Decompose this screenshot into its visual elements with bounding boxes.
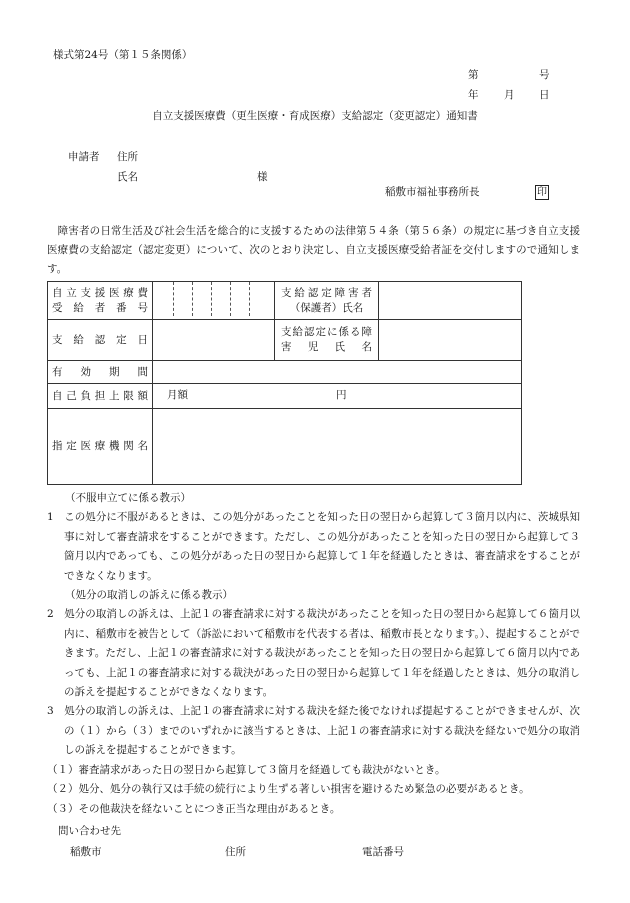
copay-limit-label: 自己負担上限額 bbox=[48, 384, 153, 409]
date-month: 月 bbox=[504, 89, 515, 101]
valid-period-value bbox=[153, 361, 522, 384]
issuer-name: 稲敷市福祉事務所長 bbox=[385, 186, 480, 198]
recipient-number-boxes bbox=[153, 282, 275, 320]
copay-monthly-label: 月額 bbox=[167, 389, 188, 401]
date-day: 日 bbox=[539, 89, 550, 101]
applicant-address-label: 住所 bbox=[117, 151, 138, 163]
instruction-item-1: 1 この処分に不服があるときは、この処分があったことを知った日の翌日から起算して３箇月以内に、茨城県知事に対して審査請求をすることができます。ただし、この処分があったことを知った日の翌日から起算して３箇月以内であっても、この処分があった日の翌日から起算して１年を経過したときは、審査請求をすることができなくなります。 bbox=[47, 511, 580, 582]
lawsuit-heading: （処分の取消しの訴えに係る教示） bbox=[65, 589, 233, 602]
applicant-honorific: 様 bbox=[257, 171, 268, 183]
applicant-label: 申請者 bbox=[68, 151, 100, 163]
contact-city: 稲敷市 bbox=[70, 846, 102, 858]
instruction-item-3: 3 処分の取消しの訴えは、上記１の審査請求に対する裁決を経た後でなければ提起することができませんが、次の（１）から（３）までのいずれかに該当するときは、上記１の審査請求に対する裁決を経ないで処分の取消しの訴えを提起することができます。 bbox=[47, 705, 580, 757]
child-name-value bbox=[379, 320, 522, 361]
institution-value bbox=[153, 409, 522, 485]
applicant-name-label: 氏名 bbox=[117, 171, 138, 183]
instruction-sub-1: （１）審査請求があった日の翌日から起算して３箇月を経過しても裁決がないとき。 bbox=[47, 763, 446, 776]
copay-yen-label: 円 bbox=[336, 389, 347, 401]
guardian-name-label: 支給認定障害者 （保護者）氏名 bbox=[275, 282, 379, 320]
decision-date-value bbox=[153, 320, 275, 361]
objection-heading: （不服申立てに係る教示） bbox=[65, 492, 191, 504]
decision-date-label: 支給認定日 bbox=[48, 320, 153, 361]
contact-address-label: 住所 bbox=[225, 846, 246, 858]
date-year: 年 bbox=[468, 89, 479, 101]
appeal-instructions bbox=[47, 489, 580, 819]
form-id: 様式第24号（第１５条関係） bbox=[53, 49, 193, 61]
number-dai: 第 bbox=[468, 69, 479, 81]
seal-mark: 印 bbox=[537, 187, 547, 198]
document-title: 自立支援医療費（更生医療・育成医療）支給認定（変更認定）通知書 bbox=[152, 110, 478, 122]
certification-table bbox=[47, 281, 522, 485]
guardian-name-value bbox=[379, 282, 522, 320]
contact-title: 問い合わせ先 bbox=[58, 825, 121, 837]
notice-body-text: 障害者の日常生活及び社会生活を総合的に支援するための法律第５４条（第５６条）の規定に基づき自立支援医療費の支給認定（認定変更）について、次のとおり決定し、自立支援医療受給者証を交付しますので通知します。 bbox=[47, 225, 580, 275]
recipient-number-label: 自立支援医療費 受給者番号 bbox=[48, 282, 153, 320]
copay-limit-value bbox=[153, 384, 522, 409]
child-name-label: 支給認定に係る障 害児氏名 bbox=[275, 320, 379, 361]
institution-label: 指定医療機関名 bbox=[48, 409, 153, 485]
valid-period-label: 有効期間 bbox=[48, 361, 153, 384]
instruction-sub-3: （３）その他裁決を経ないことにつき正当な理由があるとき。 bbox=[47, 802, 341, 815]
number-go: 号 bbox=[539, 69, 550, 81]
instruction-item-2: 2 処分の取消しの訴えは、上記１の審査請求に対する裁決があったことを知った日の翌日から起算して６箇月以内に、稲敷市を被告として（訴訟において稲敷市を代表する者は、稲敷市長となります。）、提起することができます。ただし、上記１の審査請求に対する裁決があったことを知った日の翌日から起算して６箇月以内であっても、上記１の審査請求に対する裁決があった日の翌日から起算して１年を経過したときは、処分の取消しの訴えを提起することができなくなります。 bbox=[47, 608, 580, 699]
contact-tel-label: 電話番号 bbox=[362, 846, 404, 858]
instruction-sub-2: （２）処分、処分の執行又は手続の続行により生ずる著しい損害を避けるため緊急の必要があるとき。 bbox=[47, 783, 530, 796]
